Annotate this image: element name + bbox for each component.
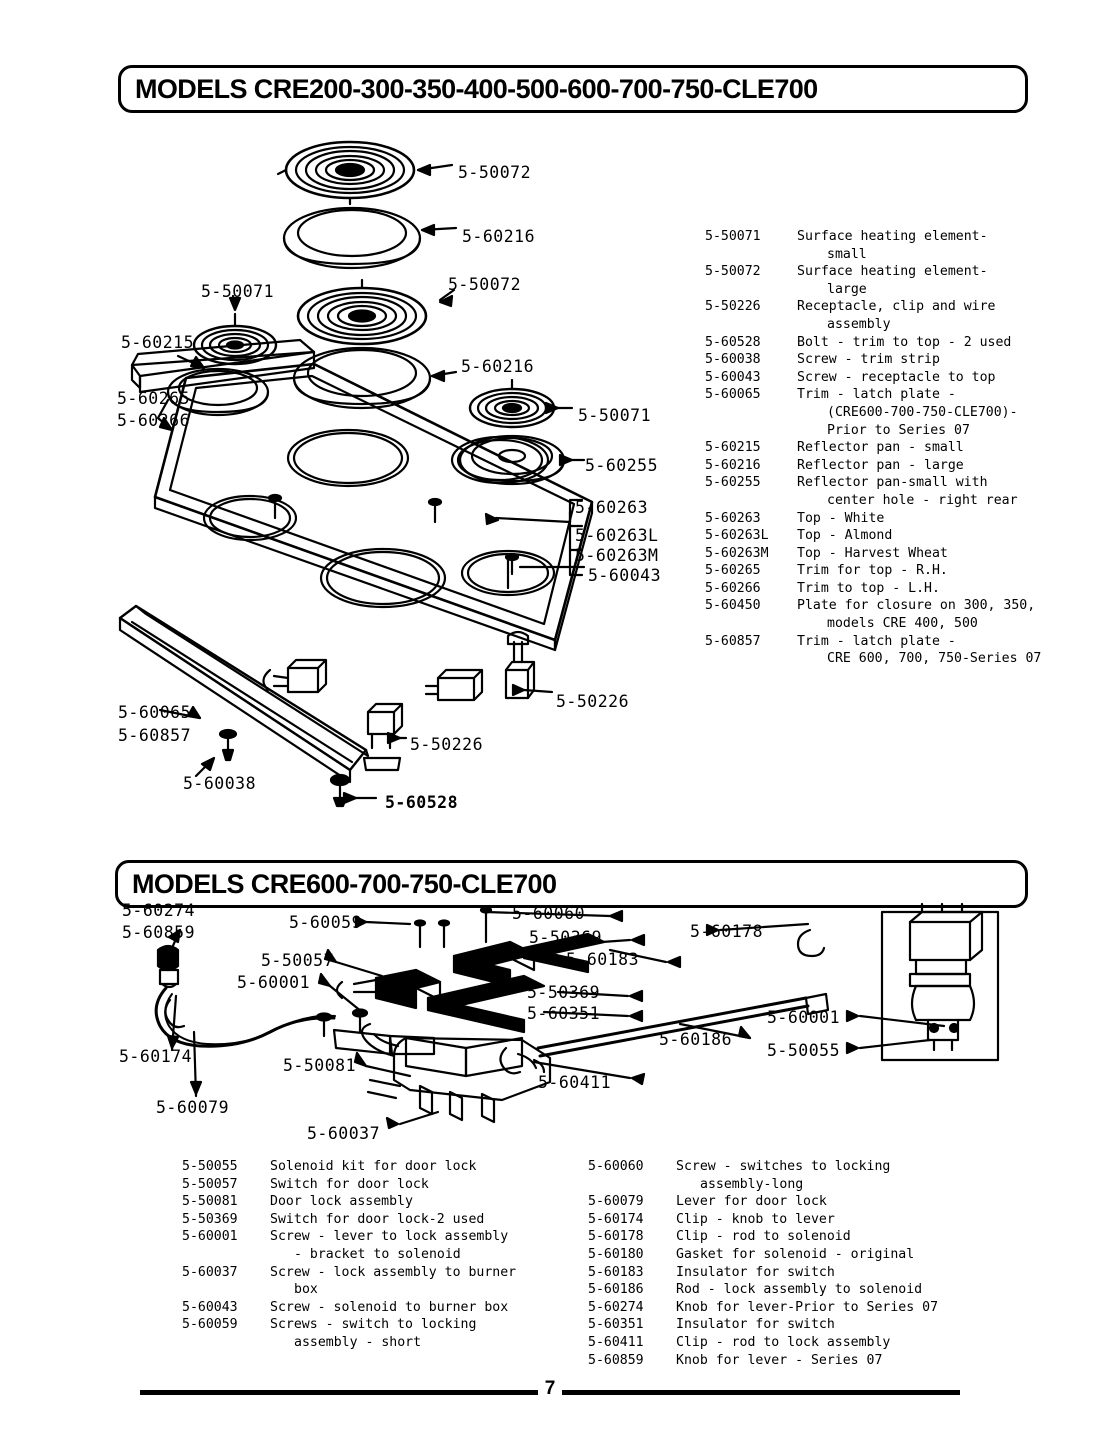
callout-5-60857: 5-60857 [118,726,192,745]
callout-5-60216-b: 5-60216 [461,357,535,376]
parts-row [705,545,1075,563]
parts-row [588,1281,988,1299]
parts-row [588,1228,988,1246]
callout-5-60215: 5-60215 [121,333,195,352]
parts-row [705,298,1075,333]
callout-5-50071-b: 5-50071 [578,406,652,425]
callout-5-60079: 5-60079 [156,1098,230,1117]
part-number: 5-60186 [588,1282,644,1298]
part-number: 5-50071 [705,229,761,244]
part-description: Door lock assembly [270,1194,413,1210]
bottom-parts-list-right [588,1158,988,1369]
footer-rule-left [140,1390,538,1395]
callout-5-50081: 5-50081 [283,1056,357,1075]
callout-5-60001-a: 5-60001 [237,973,311,992]
clip-rod-to-solenoid [798,930,824,956]
callout-5-60043: 5-60043 [588,566,662,585]
solenoid-kit-panel [882,904,998,1060]
callout-5-60038: 5-60038 [183,774,257,793]
part-number: 5-50072 [705,264,761,280]
parts-row [588,1299,988,1317]
part-description: Switch for door lock [270,1176,429,1192]
part-number: 5-50081 [182,1194,238,1210]
parts-row [182,1264,562,1299]
heating-element-large-2 [298,280,426,344]
part-number: 5-50369 [182,1211,238,1227]
knob-for-lever [158,946,178,987]
callout-5-60263: 5-60263 [575,498,649,517]
part-description: Insulator for switch [676,1317,835,1333]
part-number: 5-60263M [705,545,769,561]
parts-row [705,633,1075,668]
parts-row [182,1176,562,1194]
callout-5-60174: 5-60174 [119,1047,193,1066]
top-parts-list [705,228,1075,668]
callout-5-50072-b: 5-50072 [448,275,522,294]
callout-5-50369-a: 5-50369 [529,928,603,947]
callout-5-50226-a: 5-50226 [556,692,630,711]
part-number: 5-60037 [182,1264,238,1280]
cooktop-surface [132,340,592,650]
part-description: Screws - switch to locking assembly - short [270,1317,477,1350]
part-description: Screw - lever to lock assembly - bracket to solenoid [270,1229,509,1262]
callout-5-60216-a: 5-60216 [462,227,536,246]
part-number: 5-50057 [182,1176,238,1192]
footer-rule-right [562,1390,960,1395]
part-number: 5-60859 [588,1352,644,1368]
parts-row [588,1264,988,1282]
parts-row [705,580,1075,598]
part-number: 5-60180 [588,1246,644,1262]
part-description: Lever for door lock [676,1194,827,1210]
part-number: 5-60038 [705,352,761,368]
part-number: 5-60450 [705,598,761,614]
part-description: Top - Harvest Wheat [797,545,948,561]
part-number: 5-60265 [705,563,761,579]
parts-row [588,1211,988,1229]
callout-5-60060: 5-60060 [512,904,586,923]
parts-row [705,597,1075,632]
parts-row [705,562,1075,580]
callout-5-60263L: 5-60263L [575,526,659,545]
part-description: Clip - rod to lock assembly [676,1334,891,1350]
part-description: Plate for closure on 300, 350, models CRE 400, 500 [797,598,1036,632]
parts-row [705,228,1075,263]
parts-row [182,1193,562,1211]
callout-5-60183: 5-60183 [566,950,640,969]
part-description: Rod - lock assembly to solenoid [676,1282,923,1298]
part-description: Reflector pan-small with center hole - right rear [797,475,1018,508]
part-description: Clip - rod to solenoid [676,1229,851,1245]
part-description: Surface heating element- large [797,264,988,297]
callout-5-50072-a: 5-50072 [458,163,532,182]
part-number: 5-60266 [705,580,761,596]
part-number: 5-60274 [588,1299,644,1315]
part-number: 5-60043 [705,369,761,385]
part-description: Knob for lever-Prior to Series 07 [676,1299,939,1315]
part-description: Reflector pan - small [797,440,964,456]
part-description: Screw - solenoid to burner box [270,1299,509,1315]
callout-5-60059: 5-60059 [289,913,363,932]
callout-5-60274: 5-60274 [122,901,196,920]
part-description: Top - Almond [797,528,893,544]
part-description: Surface heating element- small [797,229,988,262]
part-description: Receptacle, clip and wire assembly [797,299,996,332]
part-description: Top - White [797,510,885,526]
parts-row [182,1211,562,1229]
parts-row [705,334,1075,352]
part-description: Trim for top - R.H. [797,563,948,579]
part-number: 5-60178 [588,1229,644,1245]
parts-row [182,1299,562,1317]
callout-5-50057: 5-50057 [261,951,335,970]
part-description: Switch for door lock-2 used [270,1211,485,1227]
parts-row [705,263,1075,298]
callout-5-60411: 5-60411 [538,1073,612,1092]
part-description: Trim to top - L.H. [797,580,940,596]
callout-5-60178: 5-60178 [690,922,764,941]
parts-row [588,1246,988,1264]
part-number: 5-60174 [588,1211,644,1227]
part-description: Screw - switches to locking assembly-long [676,1159,891,1192]
callout-5-60266: 5-60266 [117,411,191,430]
callout-5-60255: 5-60255 [585,456,659,475]
parts-row [182,1228,562,1263]
callout-5-50071-a: 5-50071 [201,282,275,301]
part-description: Screw - receptacle to top [797,369,996,385]
parts-row [588,1158,988,1193]
part-number: 5-60857 [705,633,761,649]
part-number: 5-50226 [705,299,761,315]
part-number: 5-60255 [705,475,761,491]
callout-5-60001-b: 5-60001 [767,1008,841,1027]
heating-element-large-1 [278,142,414,204]
part-description: Knob for lever - Series 07 [676,1352,883,1368]
reflector-pan-large-1 [284,208,420,268]
parts-row [705,474,1075,509]
part-description: Bolt - trim to top - 2 used [797,334,1012,350]
bottom-parts-list-left [182,1158,562,1352]
receptacle-clip-wire-assembly-1 [263,660,326,692]
part-number: 5-50055 [182,1159,238,1174]
parts-row [705,439,1075,457]
parts-row [588,1334,988,1352]
part-number: 5-60263L [705,528,769,544]
parts-row [182,1158,562,1176]
part-number: 5-60215 [705,440,761,456]
part-number: 5-60060 [588,1159,644,1174]
callout-5-60263M: 5-60263M [575,546,659,565]
parts-row [588,1316,988,1334]
part-number: 5-60059 [182,1317,238,1333]
receptacle-clip-wire-assembly-3 [426,670,482,700]
part-description: Screw - lock assembly to burner box [270,1264,517,1298]
callout-5-60859: 5-60859 [122,923,196,942]
callout-5-60265: 5-60265 [117,389,191,408]
parts-row [705,369,1075,387]
section-title-2: MODELS CRE600-700-750-CLE700 [132,868,557,899]
parts-row [182,1316,562,1351]
part-number: 5-60263 [705,510,761,526]
part-number: 5-60351 [588,1317,644,1333]
part-number: 5-60079 [588,1194,644,1210]
part-description: Insulator for switch [676,1264,835,1280]
callout-5-60065: 5-60065 [118,703,192,722]
callout-5-60528: 5-60528 [385,793,459,812]
callout-5-60351: 5-60351 [527,1004,601,1023]
part-description: Trim - latch plate - (CRE600-700-750-CLE700)- Prior to Series 07 [797,387,1018,438]
heating-element-small-2 [470,380,554,427]
part-number: 5-60065 [705,387,761,403]
part-description: Gasket for solenoid - original [676,1246,915,1262]
parts-row [705,527,1075,545]
parts-row [588,1352,988,1370]
part-number: 5-60043 [182,1299,238,1315]
part-description: Solenoid kit for door lock [270,1159,477,1174]
callout-5-50226-b: 5-50226 [410,735,484,754]
section-title-1: MODELS CRE200-300-350-400-500-600-700-750-CLE700 [135,73,818,104]
part-description: Clip - knob to lever [676,1211,835,1227]
parts-row [588,1193,988,1211]
parts-row [705,457,1075,475]
switch-for-door-lock [337,970,440,1008]
callout-5-60186: 5-60186 [659,1030,733,1049]
section-title-banner-1 [118,65,1028,113]
part-number: 5-60411 [588,1334,644,1350]
part-number: 5-60528 [705,334,761,350]
callout-5-50055: 5-50055 [767,1041,841,1060]
screw-trim-strip [220,730,236,760]
part-description: Screw - trim strip [797,352,940,368]
callout-5-60037: 5-60037 [307,1124,381,1143]
parts-row [705,386,1075,439]
page-number: 7 [544,1378,556,1399]
parts-row [705,351,1075,369]
part-description: Trim - latch plate - CRE 600, 700, 750-Series 07 [797,633,1042,667]
callout-5-50369-b: 5-50369 [527,983,601,1002]
part-number: 5-60001 [182,1229,238,1245]
part-description: Reflector pan - large [797,457,964,473]
parts-row [705,510,1075,528]
part-number: 5-60216 [705,457,761,473]
trim-latch-plate [120,606,368,782]
part-number: 5-60183 [588,1264,644,1280]
